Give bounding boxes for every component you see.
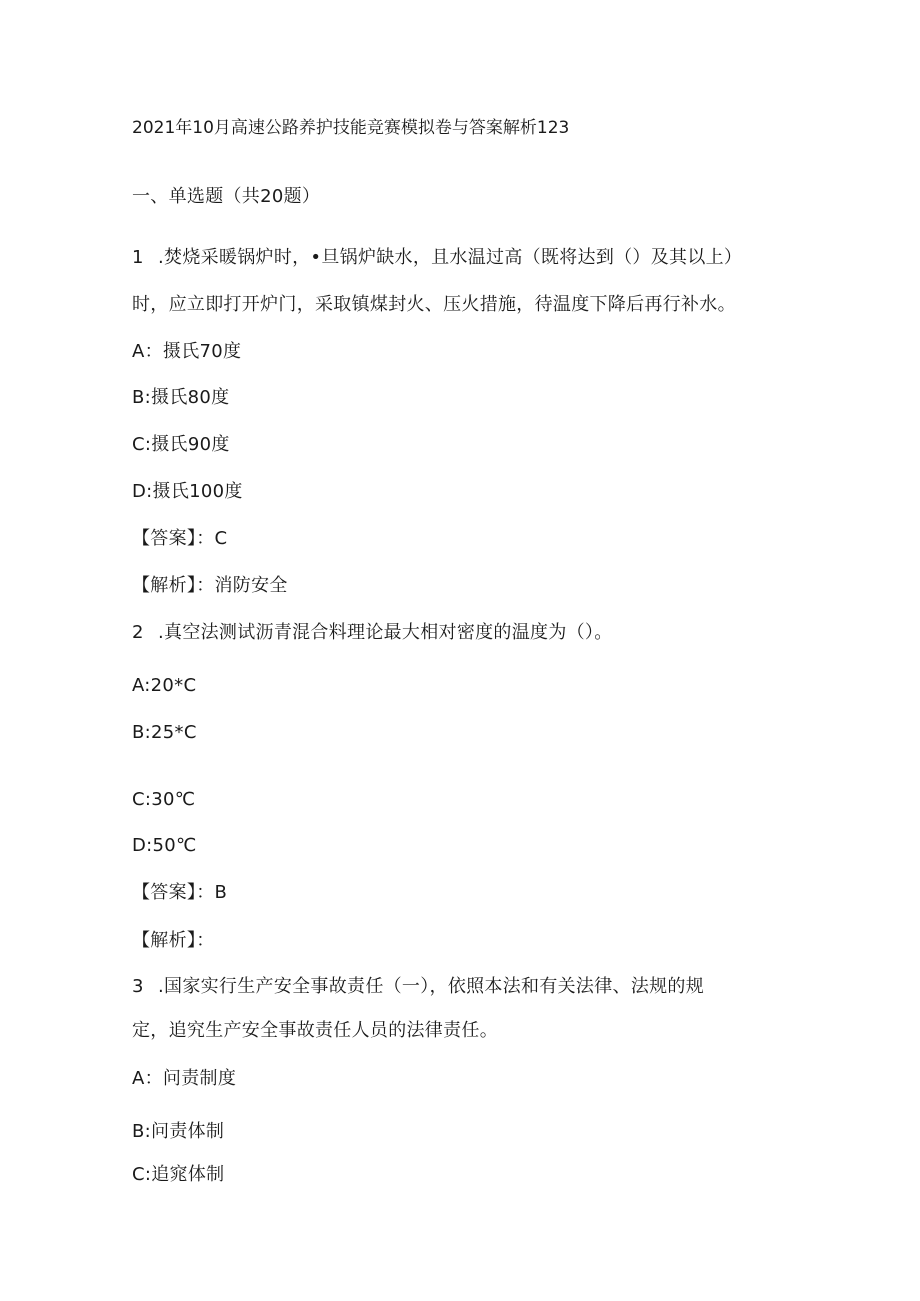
option-b: B:问责体制	[132, 1121, 225, 1142]
question-stem-line	[132, 621, 613, 645]
question-stem-text: .焚烧采暖锅炉时，•旦锅炉缺水，且水温过高（既将达到（）及其以上）	[158, 247, 743, 268]
option-d: D:50℃	[132, 835, 197, 856]
option-c: C:追窕体制	[132, 1164, 225, 1185]
option-a: A：问责制度	[132, 1068, 237, 1089]
analysis-line: 【解析】：	[132, 930, 215, 951]
question-stem-line	[132, 246, 742, 270]
answer-line: 【答案】：C	[132, 528, 228, 549]
question-stem-text: .真空法测试沥青混合料理论最大相对密度的温度为（）。	[158, 622, 613, 643]
option-b: B:摄氏80度	[132, 387, 230, 408]
question-stem-line: 定，追究生产安全事故责任人员的法律责任。	[132, 1020, 498, 1041]
section-heading: 一、单选题（共20题）	[132, 186, 321, 207]
document-title: 2021年10月高速公路养护技能竞赛模拟卷与答案解析123	[132, 118, 570, 138]
answer-line: 【答案】：B	[132, 882, 228, 903]
question-stem-text: .国家实行生产安全事故责任（一），依照本法和有关法律、法规的规	[158, 976, 705, 997]
question-number: 2	[132, 622, 144, 643]
question-number: 3	[132, 976, 144, 997]
option-b: B:25*C	[132, 722, 197, 743]
question-stem-line	[132, 975, 704, 999]
option-a: A：摄氏70度	[132, 341, 242, 362]
option-d: D:摄氏100度	[132, 481, 243, 502]
question-number: 1	[132, 247, 144, 268]
analysis-line: 【解析】：消防安全	[132, 575, 288, 596]
option-c: C:摄氏90度	[132, 434, 230, 455]
option-a: A:20*C	[132, 675, 197, 696]
option-c: C:30℃	[132, 789, 196, 810]
question-stem-line: 时，应立即打开炉门，采取镇煤封火、压火措施，待温度下降后再行补水。	[132, 294, 736, 315]
